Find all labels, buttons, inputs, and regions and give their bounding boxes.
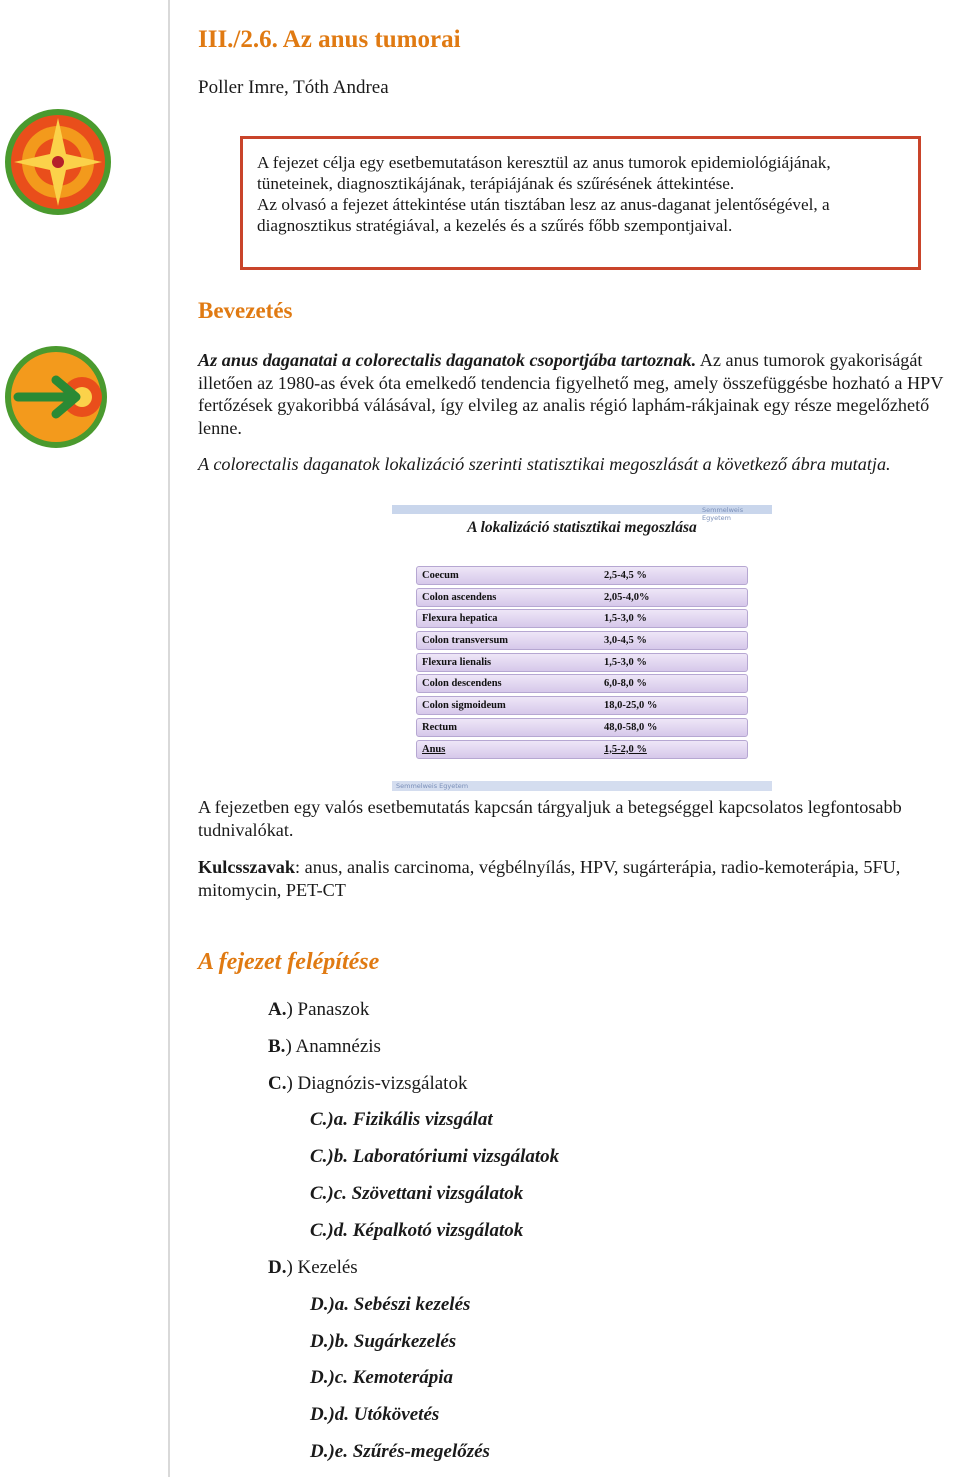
list-item [268,1036,381,1058]
keywords-label: Kulcsszavak [198,857,296,877]
figure-title: A lokalizáció statisztikai megoszlása [467,519,697,536]
table-row [416,631,748,650]
table-row [416,718,748,737]
figure-watermark-top: Semmelweis Egyetem [702,506,744,522]
list-subitem: D.)d. Utókövetés [310,1404,440,1425]
value-cell: 6,0-8,0 % [604,678,647,690]
intro-lead: Az anus daganatai a colorectalis daganatok csoportjába tartoznak. [198,350,697,370]
keywords-text: : anus, analis carcinoma, végbélnyílás, HPV, sugárterápia, radio-kemoterápia, 5FU, mitomycin, PET-CT [198,857,901,900]
value-cell: 2,5-4,5 % [604,570,647,581]
site-cell: Colon transversum [422,635,509,647]
intro-heading: Bevezetés [198,298,293,323]
list-subitem: D.)c. Kemoterápia [310,1367,454,1388]
table-row [416,674,748,693]
site-cell: Anus [422,743,446,755]
value-cell: 18,0-25,0 % [604,700,658,712]
table-row [416,609,748,628]
chapter-title: III./2.6. Az anus tumorai [198,26,461,53]
list-subitem: C.)b. Laboratóriumi vizsgálatok [310,1146,560,1167]
keywords-paragraph [198,856,938,902]
site-cell: Colon ascendens [422,591,497,603]
site-cell: Flexura lienalis [422,656,492,668]
site-cell: Flexura hepatica [422,613,498,625]
value-cell: 1,5-2,0 % [604,743,647,755]
table-row [416,653,748,672]
intro-body: Az anus tumorok gyakoriságát illetően az 1980-as évek óta emelkedő tendencia figyelhető meg, amely összefüggésbe hozható a HPV fertőzések gyakoribbá válásával, így elvileg az analis régió laphám-rákjainak egy része megelőzhető lenne. [198,350,944,438]
table-row [416,566,748,585]
site-cell: Rectum [422,721,457,733]
figure-watermark-bottom: Semmelweis Egyetem [396,782,469,790]
list-marker: A. [268,999,287,1020]
goal-text-1: A fejezet célja egy esetbemutatáson keresztül az anus tumorok epidemiológiájának, tüneteinek, diagnosztikájának, terápiájának és szűrésének áttekintése. [257,153,831,193]
chapter-goal-box [240,136,921,270]
list-item-label: ) Anamnézis [285,1036,381,1057]
list-item-label: ) Diagnózis-vizsgálatok [286,1073,468,1094]
structure-heading: A fejezet felépítése [198,949,380,975]
list-subitem: C.)c. Szövettani vizsgálatok [310,1183,524,1204]
list-marker: B. [268,1036,286,1057]
figure-caption: A colorectalis daganatok lokalizáció szerinti statisztikai megoszlását a következő ábra mutatja. [198,454,891,474]
list-item [268,1257,358,1279]
intro-paragraph [198,349,960,439]
list-item-label: ) Panaszok [286,999,370,1020]
arrow-target-icon [4,344,112,450]
list-marker: D. [268,1257,287,1278]
list-subitem: D.)b. Sugárkezelés [310,1331,457,1352]
table-row [416,740,748,759]
page-margin-line [168,0,170,1477]
case-paragraph: A fejezetben egy valós esetbemutatás kapcsán tárgyaljuk a betegséggel kapcsolatos legfontosabb tudnivalókat. [198,797,902,840]
list-item [268,1073,467,1095]
localization-table [416,566,748,761]
value-cell: 1,5-3,0 % [604,613,647,625]
list-item [268,999,369,1021]
value-cell: 48,0-58,0 % [604,721,658,733]
target-compass-icon [4,108,112,216]
table-row [416,696,748,715]
table-row [416,588,748,607]
site-cell: Colon sigmoideum [422,700,506,712]
localization-figure [392,505,772,791]
list-subitem: D.)a. Sebészi kezelés [310,1294,471,1315]
list-subitem: D.)e. Szűrés-megelőzés [310,1441,490,1462]
site-cell: Coecum [422,570,459,581]
value-cell: 3,0-4,5 % [604,635,647,647]
list-subitem: C.)a. Fizikális vizsgálat [310,1109,493,1130]
value-cell: 2,05-4,0% [604,591,650,603]
goal-text-2: Az olvasó a fejezet áttekintése után tisztában lesz az anus-daganat jelentőségével, a diagnosztikus stratégiával, a kezelés és a szűrés főbb szempontjaival. [257,195,830,235]
list-subitem: C.)d. Képalkotó vizsgálatok [310,1220,524,1241]
site-cell: Colon descendens [422,678,502,690]
authors: Poller Imre, Tóth Andrea [198,77,389,98]
list-marker: C. [268,1073,287,1094]
list-item-label: ) Kezelés [286,1257,358,1278]
value-cell: 1,5-3,0 % [604,656,647,668]
